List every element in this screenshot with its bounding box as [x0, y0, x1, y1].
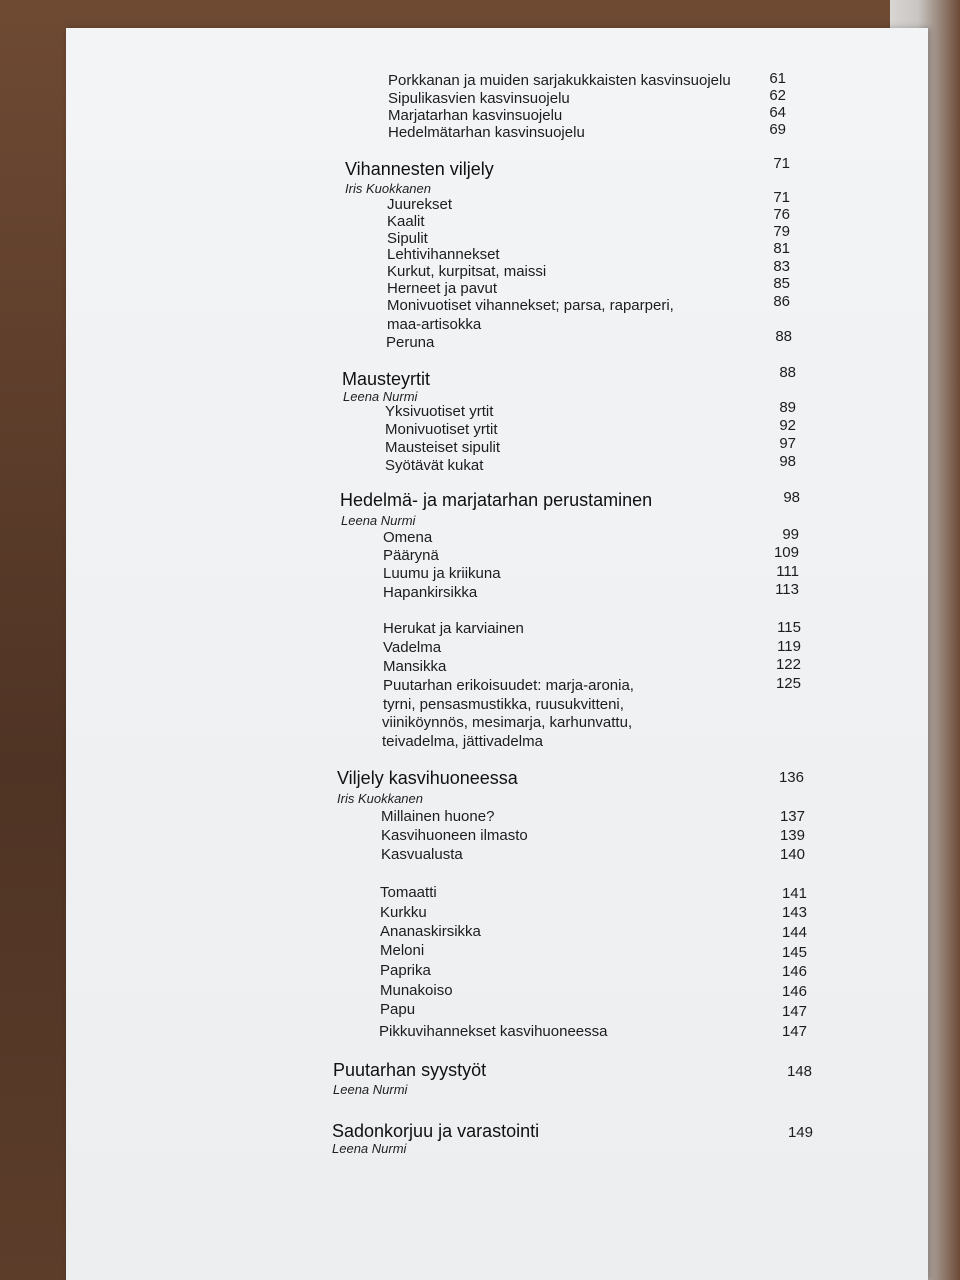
toc-entry-page: 69 — [769, 121, 786, 138]
toc-entry-title: Pikkuvihannekset kasvihuoneessa — [379, 1023, 608, 1040]
toc-entry-page: 141 — [781, 885, 807, 902]
toc-entry-page: 147 — [781, 1023, 807, 1040]
toc-entry-title: Juurekset — [387, 196, 453, 213]
toc-entry-title: Monivuotiset yrtit — [385, 421, 498, 438]
table-of-contents — [66, 28, 928, 1280]
toc-section-page: 148 — [786, 1063, 812, 1080]
toc-section-page: 88 — [779, 364, 796, 381]
toc-entry-page: 113 — [775, 581, 799, 598]
toc-entry-page: 115 — [777, 619, 801, 636]
toc-entry-page: 86 — [773, 293, 790, 310]
toc-entry-page: 88 — [775, 328, 792, 345]
toc-entry-page: 122 — [775, 656, 801, 673]
toc-entry-page: 139 — [779, 827, 805, 844]
toc-entry-title: Meloni — [380, 942, 425, 959]
toc-entry-title: Vadelma — [383, 639, 442, 656]
toc-entry-title: Paprika — [380, 962, 431, 979]
toc-entry-page: 61 — [769, 70, 786, 87]
toc-entry-page: 146 — [781, 963, 807, 980]
toc-entry-title: teivadelma, jättivadelma — [382, 733, 543, 750]
toc-entry-title: Monivuotiset vihannekset; parsa, raparperi, — [387, 297, 674, 314]
book-page — [66, 28, 928, 1280]
toc-section-heading: Viljely kasvihuoneessa — [337, 768, 518, 788]
toc-entry-page: 137 — [779, 808, 805, 825]
toc-entry-title: Puutarhan erikoisuudet: marja-aronia, — [383, 677, 634, 694]
toc-entry-title: Mausteiset sipulit — [385, 439, 501, 456]
toc-entry-title: Munakoiso — [380, 982, 453, 999]
toc-entry-title: viiniköynnös, mesimarja, karhunvattu, — [382, 714, 633, 731]
toc-entry-title: Sipulikasvien kasvinsuojelu — [388, 90, 570, 107]
toc-entry-page: 125 — [775, 675, 801, 692]
toc-entry-page: 89 — [779, 399, 796, 416]
toc-section-author: Iris Kuokkanen — [337, 791, 423, 806]
toc-section-author: Iris Kuokkanen — [345, 181, 431, 196]
toc-entry-page: 147 — [781, 1003, 807, 1020]
toc-entry-page: 85 — [773, 275, 790, 292]
toc-section-heading: Mausteyrtit — [342, 369, 431, 389]
toc-entry-page: 98 — [779, 453, 796, 470]
toc-section-page: 149 — [787, 1124, 813, 1141]
toc-entry-page: 81 — [773, 240, 790, 257]
toc-entry-title: Tomaatti — [380, 884, 437, 901]
toc-section-page: 136 — [778, 769, 804, 786]
toc-entry-page: 97 — [779, 435, 796, 452]
toc-entry-title: Ananaskirsikka — [380, 923, 481, 940]
toc-entry-page: 71 — [773, 189, 790, 206]
toc-section-heading: Vihannesten viljely — [345, 159, 494, 179]
toc-entry-title: Peruna — [386, 334, 435, 351]
toc-entry-title: Yksivuotiset yrtit — [385, 403, 494, 420]
toc-entry-title: Kasvihuoneen ilmasto — [381, 827, 528, 844]
toc-entry-title: maa-artisokka — [387, 316, 482, 333]
toc-entry-title: Syötävät kukat — [385, 457, 484, 474]
toc-entry-page: 146 — [781, 983, 807, 1000]
toc-entry-page: 109 — [773, 544, 799, 561]
toc-entry-title: Kurkut, kurpitsat, maissi — [387, 263, 547, 280]
toc-entry-page: 83 — [773, 258, 790, 275]
toc-entry-title: Papu — [380, 1001, 416, 1018]
toc-section-author: Leena Nurmi — [343, 389, 418, 404]
toc-entry-page: 140 — [779, 846, 805, 863]
toc-section-author: Leena Nurmi — [341, 513, 416, 528]
toc-entry-title: Luumu ja kriikuna — [383, 565, 501, 582]
toc-entry-title: Millainen huone? — [381, 808, 495, 825]
toc-entry-page: 144 — [781, 924, 807, 941]
toc-entry-title: Kasvualusta — [381, 846, 463, 863]
toc-entry-title: Hapankirsikka — [383, 584, 478, 601]
toc-entry-title: Herneet ja pavut — [387, 280, 498, 297]
toc-entry-page: 145 — [781, 944, 807, 961]
toc-section-author: Leena Nurmi — [332, 1141, 407, 1156]
toc-entry-page: 99 — [782, 526, 799, 543]
toc-section-page: 98 — [783, 489, 800, 506]
toc-entry-title: Kurkku — [380, 904, 427, 921]
toc-entry-page: 111 — [776, 563, 799, 580]
toc-entry-page: 64 — [769, 104, 786, 121]
toc-section-heading: Puutarhan syystyöt — [333, 1060, 487, 1080]
toc-entry-title: Porkkanan ja muiden sarjakukkaisten kasvinsuojelu — [388, 72, 731, 89]
toc-entry-page: 143 — [781, 904, 807, 921]
toc-entry-page: 79 — [773, 223, 790, 240]
toc-entry-title: Sipulit — [387, 230, 428, 247]
toc-entry-title: Mansikka — [383, 658, 447, 675]
toc-entry-title: Lehtivihannekset — [387, 246, 500, 263]
toc-entry-title: Hedelmätarhan kasvinsuojelu — [388, 124, 585, 141]
toc-entry-title: Herukat ja karviainen — [383, 620, 524, 637]
toc-entry-title: Marjatarhan kasvinsuojelu — [388, 107, 563, 124]
toc-entry-title: Päärynä — [383, 547, 439, 564]
toc-entry-title: Omena — [383, 529, 433, 546]
toc-entry-page: 76 — [773, 206, 790, 223]
toc-section-heading: Sadonkorjuu ja varastointi — [332, 1121, 540, 1141]
toc-entry-title: tyrni, pensasmustikka, ruusukvitteni, — [383, 696, 624, 713]
toc-entry-page: 119 — [777, 638, 801, 655]
toc-entry-page: 62 — [769, 87, 786, 104]
toc-entry-page: 92 — [779, 417, 796, 434]
toc-section-page: 71 — [773, 155, 790, 172]
toc-section-heading: Hedelmä- ja marjatarhan perustaminen — [340, 490, 653, 510]
toc-entry-title: Kaalit — [387, 213, 425, 230]
toc-section-author: Leena Nurmi — [333, 1082, 408, 1097]
